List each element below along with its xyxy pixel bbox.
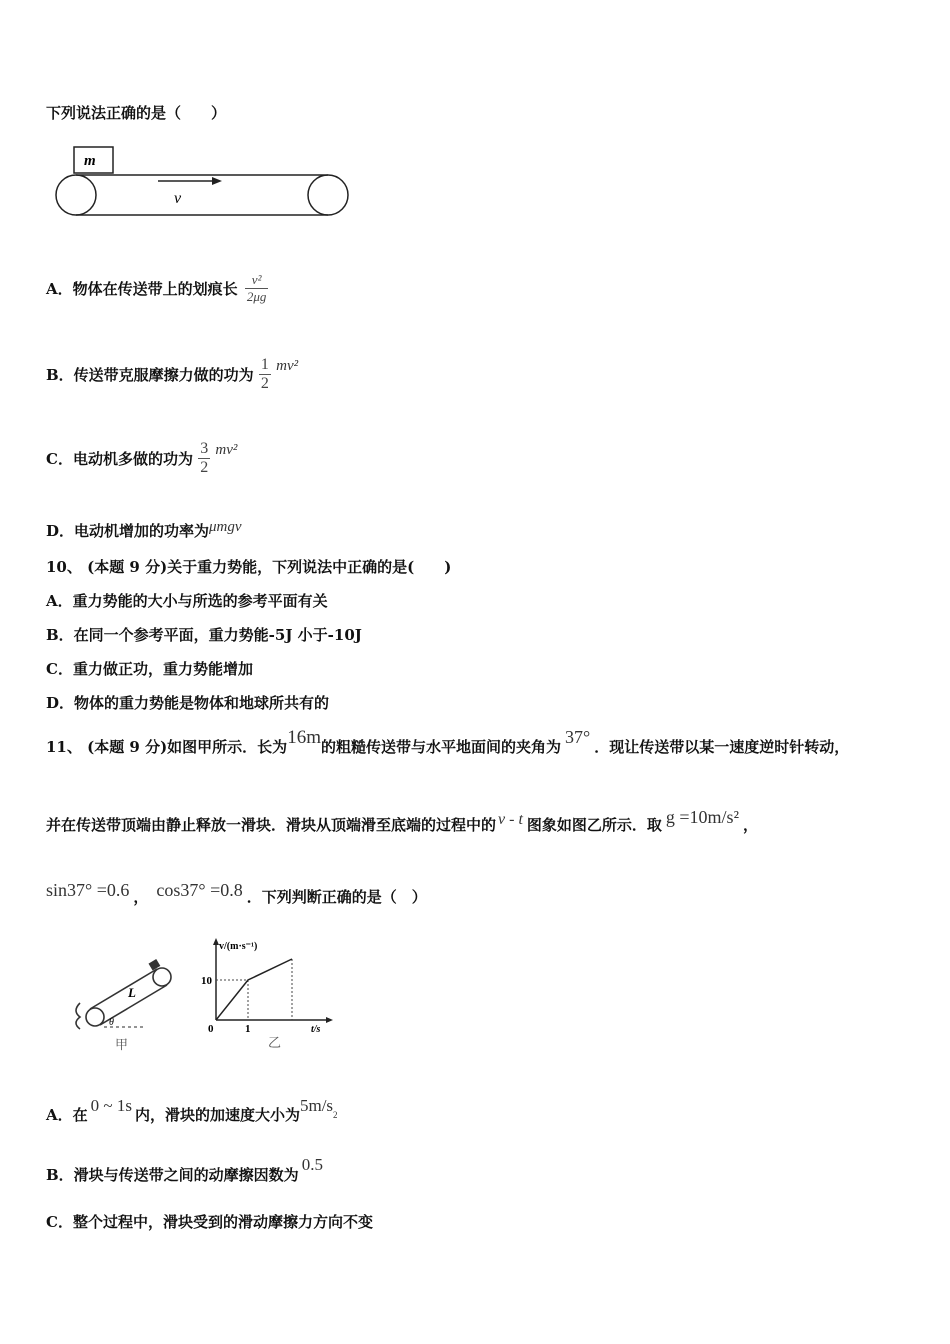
q9-option-b-fraction	[259, 356, 271, 393]
q11-line3-text: ．下列判断正确的是（ ）	[246, 888, 427, 906]
q9-option-a-fraction	[245, 272, 269, 305]
q11-length: 16m	[287, 727, 321, 748]
q11-option-b-text: B．滑块与传送带之间的动摩擦因数为	[46, 1166, 299, 1184]
right-pulley	[308, 175, 348, 215]
q10-option-c: C．重力做正功，重力势能增加	[46, 660, 253, 678]
q9-option-d	[46, 520, 242, 541]
q9-option-d-text: D．电动机增加的功率为	[46, 522, 210, 540]
fraction-denominator: 2	[260, 375, 269, 392]
q11-gravity: g =10m/s²	[665, 807, 739, 827]
q11-acceleration: 5m/s	[299, 1096, 334, 1115]
q11-time-range: 0 ~ 1s	[90, 1096, 132, 1115]
origin-label: 0	[208, 1023, 214, 1035]
q11-line1-text-c: ．现让传送带以某一速度逆时针转动，	[594, 738, 850, 756]
x-tick-1: 1	[245, 1023, 251, 1035]
q10-stem: 10、 (本题 9 分)关于重力势能，下列说法中正确的是( )	[46, 558, 452, 576]
belt-upper-edge	[90, 969, 157, 1009]
q10-option-a: A．重力势能的大小与所选的参考平面有关	[46, 592, 328, 610]
q11-option-b	[46, 1155, 323, 1185]
q11-option-a-text-b: 内，滑块的加速度大小为	[134, 1106, 300, 1124]
q11-sin: sin37° =0.6	[46, 880, 130, 900]
q11-line2-text-a: 并在传送带顶端由静止释放一滑块．滑块从顶端滑至底端的过程中的	[46, 816, 497, 834]
q11-option-a	[46, 1096, 338, 1125]
q9-option-c-fraction	[198, 440, 210, 477]
q9-option-b-text: B．传送带克服摩擦力做的功为	[46, 366, 254, 384]
q9-option-c-math: mv²	[215, 442, 238, 458]
q11-line2-text-b: 图象如图乙所示．取	[526, 816, 662, 834]
q11-stem-line1	[46, 727, 850, 758]
theta-label: θ	[109, 1017, 114, 1028]
q10-option-b: B．在同一个参考平面，重力势能-5J 小于-10J	[46, 626, 362, 644]
q11-stem-line3	[46, 880, 427, 907]
velocity-label: v	[174, 190, 182, 207]
q9-option-a-text: A．物体在传送带上的划痕长	[46, 280, 238, 298]
q9-stem: 下列说法正确的是（ ）	[46, 104, 227, 122]
mass-label: m	[84, 153, 96, 169]
vt-graph	[198, 935, 343, 1055]
q11-option-c: C．整个过程中，滑块受到的滑动摩擦力方向不变	[46, 1213, 373, 1231]
left-pulley	[56, 175, 96, 215]
q11-friction-coefficient: 0.5	[301, 1155, 323, 1174]
conveyor-belt-figure	[50, 140, 360, 230]
q11-option-a-text-a: A．在	[46, 1106, 88, 1124]
q11-vt: v - t	[498, 811, 523, 828]
velocity-arrowhead	[212, 177, 222, 185]
q11-cos: cos37° =0.8	[156, 880, 243, 900]
q9-option-c	[46, 440, 237, 477]
fraction-numerator: 3	[200, 440, 209, 457]
L-label: L	[128, 985, 136, 1000]
fraction-denominator: 2	[200, 459, 209, 476]
q9-option-b-math: mv²	[276, 358, 299, 374]
figure-caption-yi: 乙	[268, 1036, 282, 1051]
t-axis-arrowhead	[326, 1017, 333, 1023]
t-axis-label: t/s	[311, 1024, 321, 1035]
figure-caption-jia: 甲	[115, 1038, 129, 1053]
incline-belt-figure	[68, 955, 188, 1055]
q9-option-c-text: C．电动机多做的功为	[46, 450, 193, 468]
q9-option-a	[46, 272, 268, 305]
q11-line1-text-a: 11、 (本题 9 分)如图甲所示．长为	[46, 738, 288, 756]
q11-comma: ，	[133, 888, 149, 906]
fraction-denominator: 2μg	[246, 289, 267, 304]
q11-line2-text-c: ，	[742, 816, 758, 834]
q10-option-d: D．物体的重力势能是物体和地球所共有的	[46, 694, 330, 712]
fraction-numerator: 1	[260, 356, 269, 373]
q11-stem-line2	[46, 807, 758, 835]
q11-acceleration-exponent: 2	[333, 1110, 338, 1120]
q11-angle: 37°	[564, 727, 591, 747]
v-axis-label: v/(m·s⁻¹)	[219, 941, 258, 952]
q9-option-d-math: μmgv	[209, 519, 242, 535]
y-tick-10: 10	[201, 975, 212, 987]
q11-line1-text-b: 的粗糙传送带与水平地面间的夹角为	[320, 738, 561, 756]
q9-option-b	[46, 356, 298, 393]
vt-series-line	[216, 959, 292, 1020]
rotation-arrow	[76, 1003, 80, 1029]
fraction-numerator: v²	[245, 272, 269, 289]
